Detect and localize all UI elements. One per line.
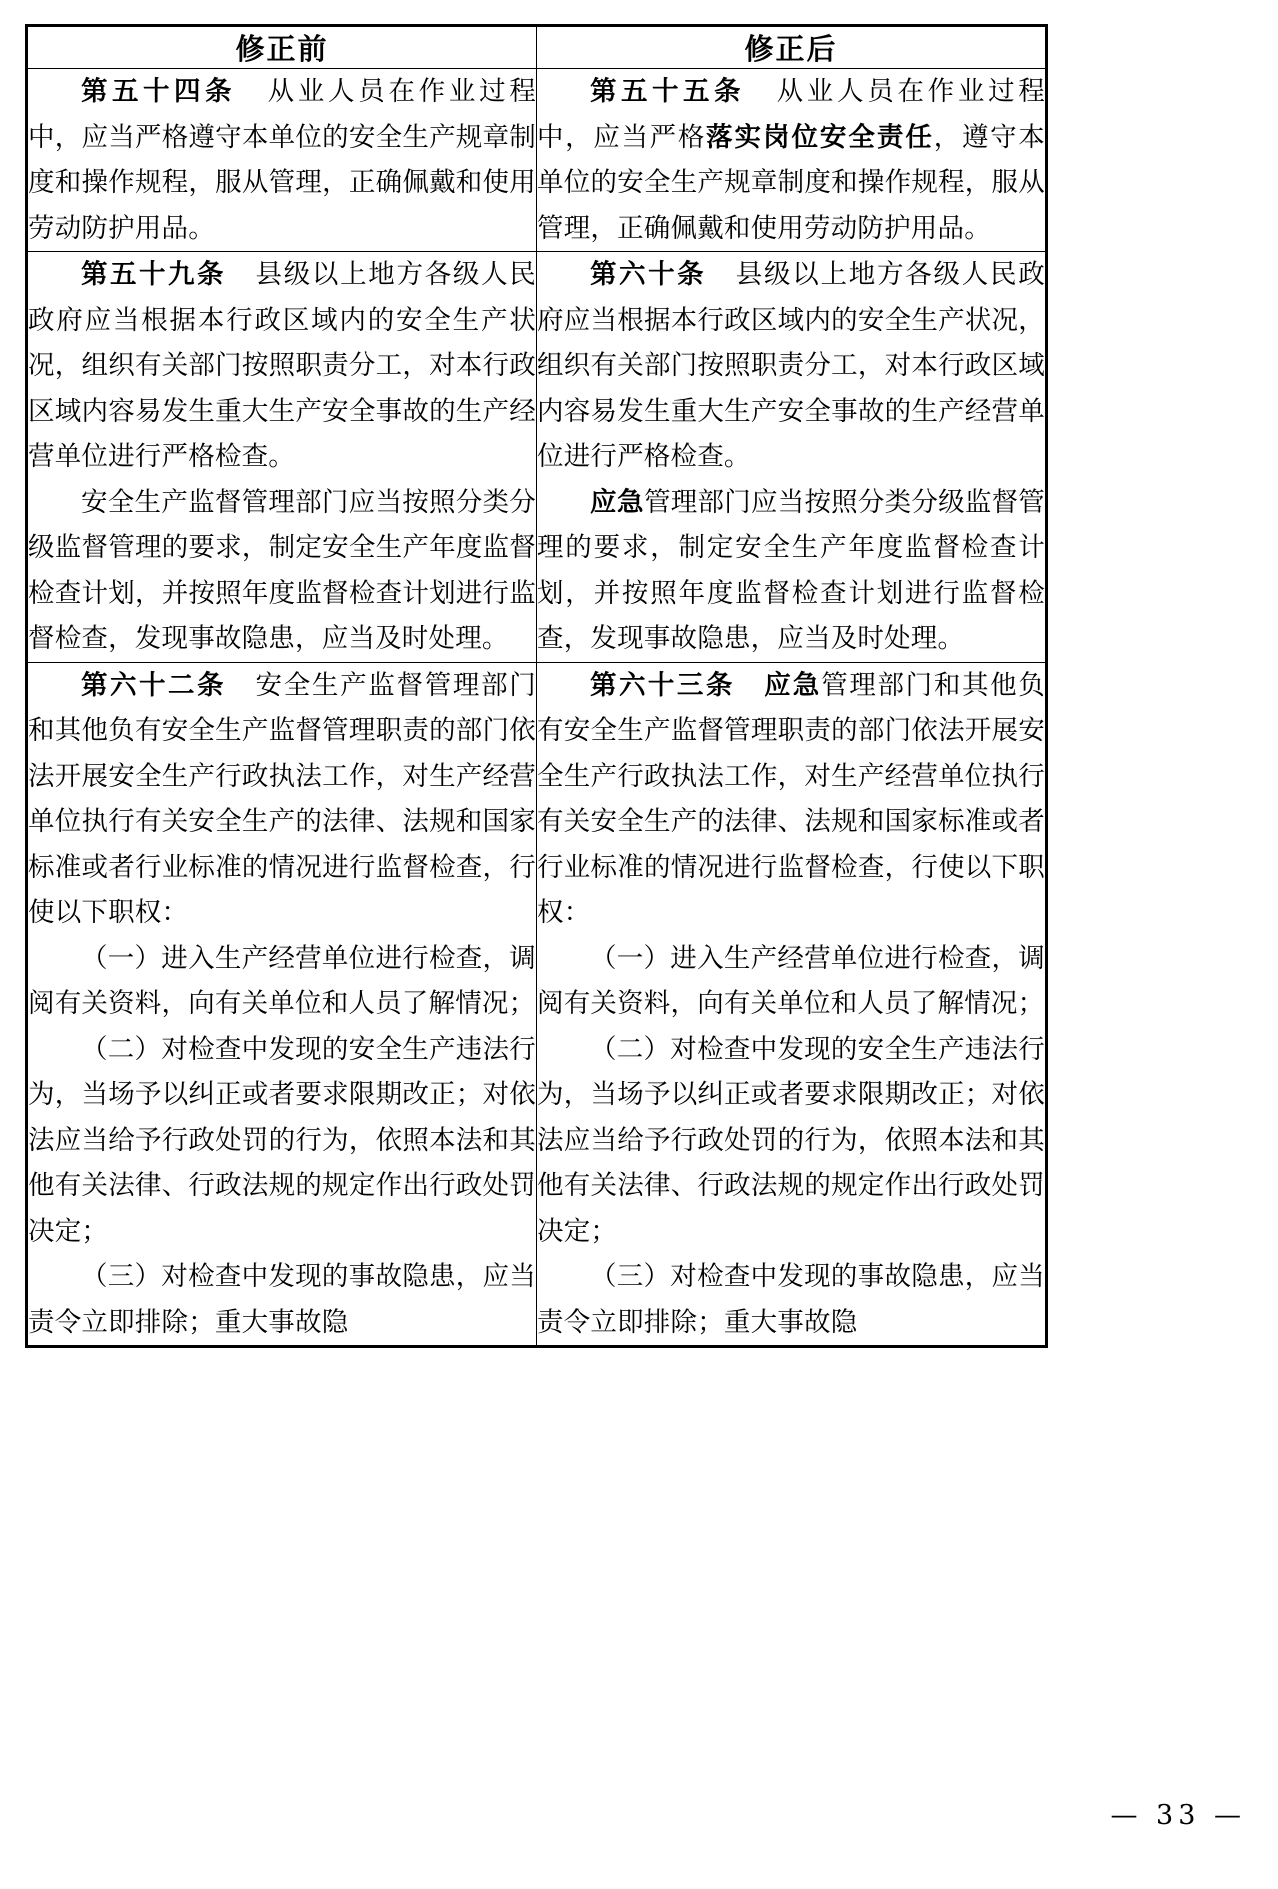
legal-paragraph bbox=[537, 69, 1045, 251]
table-body bbox=[27, 69, 1047, 1347]
article-number: 第五十五条 bbox=[590, 76, 746, 107]
body-text: （三）对检查中发现的事故隐患，应当责令立即排除；重大事故隐 bbox=[28, 1261, 536, 1338]
cell-before bbox=[27, 69, 537, 252]
body-text: ，遵守本单位的安全生产规章制度和操作规程，服从管理，正确佩戴和使用劳动防护用品。 bbox=[537, 121, 1046, 244]
article-number: 第五十四条 bbox=[81, 76, 237, 107]
cell-before bbox=[27, 252, 537, 663]
cell-after bbox=[537, 252, 1047, 663]
legal-paragraph bbox=[537, 663, 1045, 936]
legal-paragraph bbox=[28, 69, 536, 251]
legal-paragraph bbox=[28, 252, 536, 480]
table-row bbox=[27, 252, 1047, 663]
body-text: 县级以上地方各级人民政府应当根据本行政区域内的安全生产状况，组织有关部门按照职责分工，对本行政区域内容易发生重大生产安全事故的生产经营单位进行严格检查。 bbox=[537, 259, 1046, 472]
body-text: 管理部门应当按照分类分级监督管理的要求，制定安全生产年度监督检查计划，并按照年度监督检查计划进行监督检查，发现事故隐患，应当及时处理。 bbox=[537, 486, 1045, 654]
table-row bbox=[27, 662, 1047, 1347]
column-header-after: 修正后 bbox=[537, 26, 1047, 69]
legal-paragraph bbox=[28, 1254, 536, 1345]
page-number: — 33 — bbox=[1110, 1800, 1246, 1831]
legal-paragraph bbox=[28, 480, 536, 662]
amendment-comparison-table bbox=[25, 24, 1048, 1348]
table-header-row bbox=[27, 26, 1047, 69]
amended-text: 落实岗位安全责任 bbox=[706, 121, 934, 153]
legal-paragraph bbox=[28, 663, 536, 936]
body-text: （二）对检查中发现的安全生产违法行为，当场予以纠正或者要求限期改正；对依法应当给予行政处罚的行为，依照本法和其他有关法律、行政法规的规定作出行政处罚决定； bbox=[537, 1033, 1045, 1247]
article-number: 第六十三条 bbox=[590, 669, 735, 701]
amended-text: 应急 bbox=[590, 486, 645, 518]
legal-paragraph bbox=[28, 936, 536, 1027]
cell-after bbox=[537, 662, 1047, 1347]
legal-paragraph bbox=[537, 252, 1045, 480]
cell-before bbox=[27, 662, 537, 1347]
body-text: （一）进入生产经营单位进行检查，调阅有关资料，向有关单位和人员了解情况； bbox=[28, 942, 536, 1019]
cell-after bbox=[537, 69, 1047, 252]
legal-paragraph bbox=[28, 1027, 536, 1255]
body-text: 从业人员在作业过程中，应当严格遵守本单位的安全生产规章制度和操作规程，服从管理，正确佩戴和使用劳动防护用品。 bbox=[28, 76, 536, 244]
table-row bbox=[27, 69, 1047, 252]
legal-paragraph bbox=[537, 1027, 1045, 1255]
body-text: 县级以上地方各级人民政府应当根据本行政区域内的安全生产状况，组织有关部门按照职责分工，对本行政区域内容易发生重大生产安全事故的生产经营单位进行严格检查。 bbox=[28, 259, 536, 472]
legal-paragraph bbox=[537, 1254, 1045, 1345]
column-header-before: 修正前 bbox=[27, 26, 537, 69]
body-text: 安全生产监督管理部门和其他负有安全生产监督管理职责的部门依法开展安全生产行政执法工作，对生产经营单位执行有关安全生产的法律、法规和国家标准或者行业标准的情况进行监督检查，行使以下职权： bbox=[28, 669, 536, 928]
amended-text: 应急 bbox=[762, 669, 822, 701]
article-number: 第六十二条 bbox=[81, 669, 226, 701]
body-text: 安全生产监督管理部门应当按照分类分级监督管理的要求，制定安全生产年度监督检查计划，并按照年度监督检查计划进行监督检查，发现事故隐患，应当及时处理。 bbox=[28, 486, 536, 654]
legal-paragraph bbox=[537, 936, 1045, 1027]
body-text: （二）对检查中发现的安全生产违法行为，当场予以纠正或者要求限期改正；对依法应当给予行政处罚的行为，依照本法和其他有关法律、行政法规的规定作出行政处罚决定； bbox=[28, 1033, 536, 1247]
body-text: （一）进入生产经营单位进行检查，调阅有关资料，向有关单位和人员了解情况； bbox=[537, 942, 1045, 1019]
legal-paragraph bbox=[537, 480, 1045, 662]
article-number: 第五十九条 bbox=[81, 259, 226, 290]
body-text: （三）对检查中发现的事故隐患，应当责令立即排除；重大事故隐 bbox=[537, 1261, 1045, 1338]
body-text: 管理部门和其他负有安全生产监督管理职责的部门依法开展安全生产行政执法工作，对生产经营单位执行有关安全生产的法律、法规和国家标准或者行业标准的情况进行监督检查，行使以下职权： bbox=[537, 669, 1046, 928]
body-text: 从业人员在作业过程中，应当严格 bbox=[537, 76, 1045, 153]
article-number: 第六十条 bbox=[590, 259, 707, 290]
